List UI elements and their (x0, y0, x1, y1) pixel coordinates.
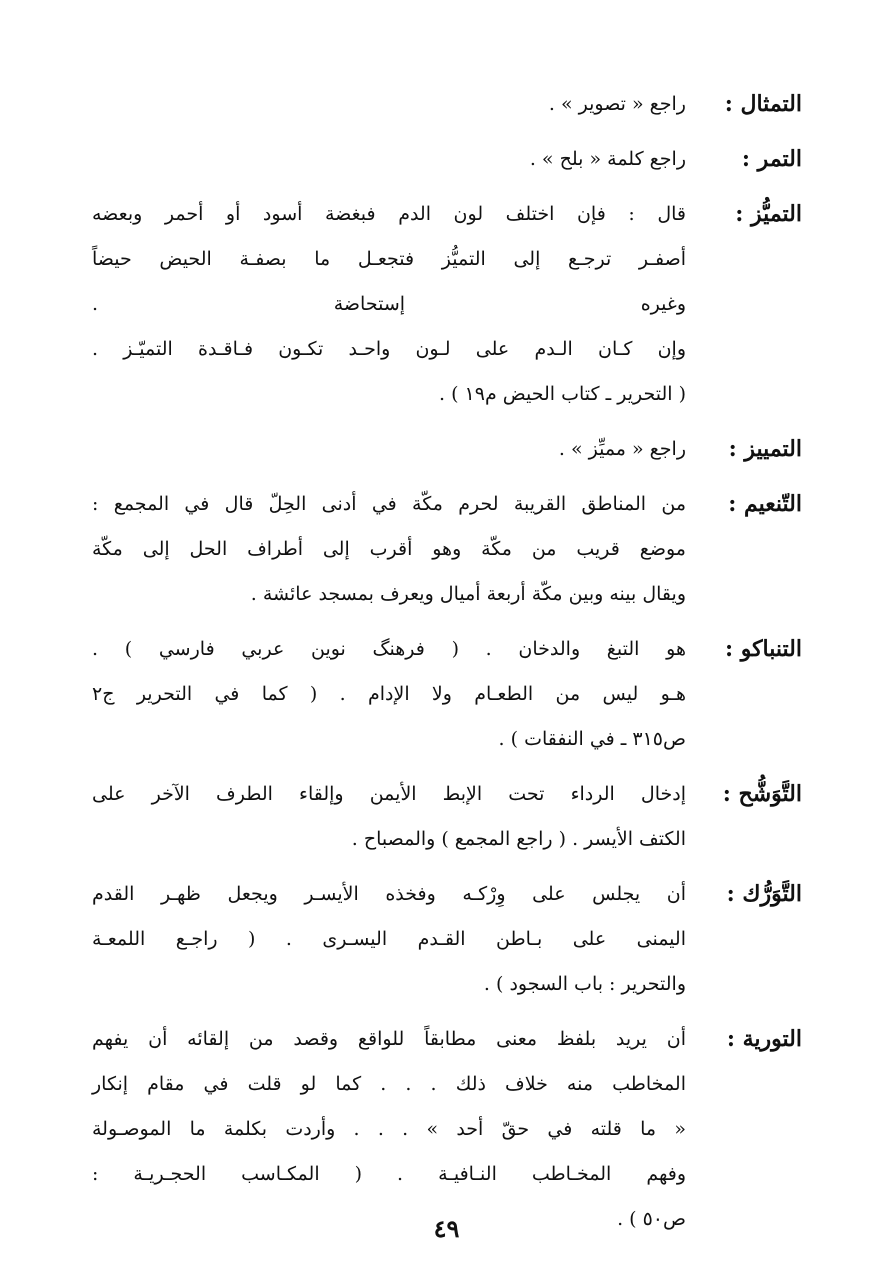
definition-line: وإن كـان الـدم على لـون واحـد تكـون فـاقـدة التميّـز . (92, 338, 686, 360)
dictionary-page (92, 82, 802, 1252)
definition-line: الكتف الأيسر . ( راجع المجمع ) والمصباح . (351, 828, 686, 850)
definition-line: إدخال الرداء تحت الإبط الأيمن وإلقاء الطرف الآخر على (92, 783, 686, 805)
definition-line: وغيره إستحاضة . (92, 293, 686, 315)
entry-term: التمر : (741, 146, 802, 172)
page-number: ٤٩ (433, 1214, 460, 1243)
definition-line: راجع كلمة « بلح » . (529, 148, 686, 170)
definition-line: أن يجلس على وِرْكـه وفخذه الأيسـر ويجعل ظهـر القدم (92, 883, 686, 905)
entry-term: التمثال : (724, 91, 802, 117)
dictionary-entry (92, 82, 802, 127)
definition-line: ص٣١٥ ـ في النفقات ) . (498, 728, 686, 750)
dictionary-entry (92, 872, 802, 1007)
entry-definition (92, 137, 686, 182)
definition-line: أن يريد بلفظ معنى مطابقاً للواقع وقصد من إلقائه أن يفهم (92, 1028, 686, 1050)
definition-line: راجع « مميِّز » . (558, 438, 686, 460)
entry-definition (92, 1017, 686, 1242)
dictionary-entry (92, 137, 802, 182)
definition-line: هـو ليس من الطعـام ولا الإدام . ( كما في التحرير ج٢ (92, 683, 686, 705)
entry-term: التمييز : (728, 436, 802, 462)
entry-definition (92, 482, 686, 617)
entry-term: التّنعيم : (728, 491, 802, 517)
entry-term: التَّوَشُّح : (722, 781, 802, 807)
entry-term: التورية : (726, 1026, 802, 1052)
entry-definition (92, 192, 686, 417)
entry-term: التنباكو : (724, 636, 802, 662)
entry-definition (92, 872, 686, 1007)
dictionary-entry (92, 427, 802, 472)
definition-line: والتحرير : باب السجود ) . (483, 973, 686, 995)
definition-line: موضع قريب من مكّة وهو أقرب إلى أطراف الحل إلى مكّة (92, 538, 686, 560)
definition-line: ( التحرير ـ كتاب الحيض م١٩ ) . (438, 383, 686, 405)
entry-definition (92, 772, 686, 862)
definition-line: من المناطق القريبة لحرم مكّة في أدنى الحِلّ قال في المجمع : (92, 493, 686, 515)
entry-definition (92, 627, 686, 762)
definition-line: ويقال بينه وبين مكّة أربعة أميال ويعرف بمسجد عائشة . (250, 583, 686, 605)
definition-line: وفهم المخـاطب النـافيـة . ( المكـاسب الحجـريـة : (92, 1163, 686, 1185)
definition-line: « ما قلته في حقّ أحد » . . . وأردت بكلمة ما الموصـولة (92, 1118, 686, 1140)
definition-line: هو التبغ والدخان . ( فرهنگ نوين عربي فارسي ) . (92, 638, 686, 660)
dictionary-entry (92, 1017, 802, 1242)
dictionary-entry (92, 192, 802, 417)
definition-line: أصفـر ترجـع إلى التميُّز فتجعـل ما بصفـة الحيض حيضاً (92, 248, 686, 270)
dictionary-entry (92, 627, 802, 762)
definition-line: ص٥٠ ) . (617, 1208, 686, 1230)
entry-term: التَّوَرُّك : (726, 881, 802, 907)
definition-line: اليمنى على بـاطن القـدم اليسـرى . ( راجـع اللمعـة (92, 928, 686, 950)
dictionary-entry (92, 482, 802, 617)
entry-definition (92, 82, 686, 127)
entry-definition (92, 427, 686, 472)
dictionary-entry (92, 772, 802, 862)
definition-line: راجع « تصوير » . (548, 93, 686, 115)
definition-line: قال : فإن اختلف لون الدم فبغضة أسود أو أحمر وبعضه (92, 203, 686, 225)
entry-term: التميُّز : (735, 201, 802, 227)
definition-line: المخاطب منه خلاف ذلك . . . كما لو قلت في مقام إنكار (92, 1073, 686, 1095)
